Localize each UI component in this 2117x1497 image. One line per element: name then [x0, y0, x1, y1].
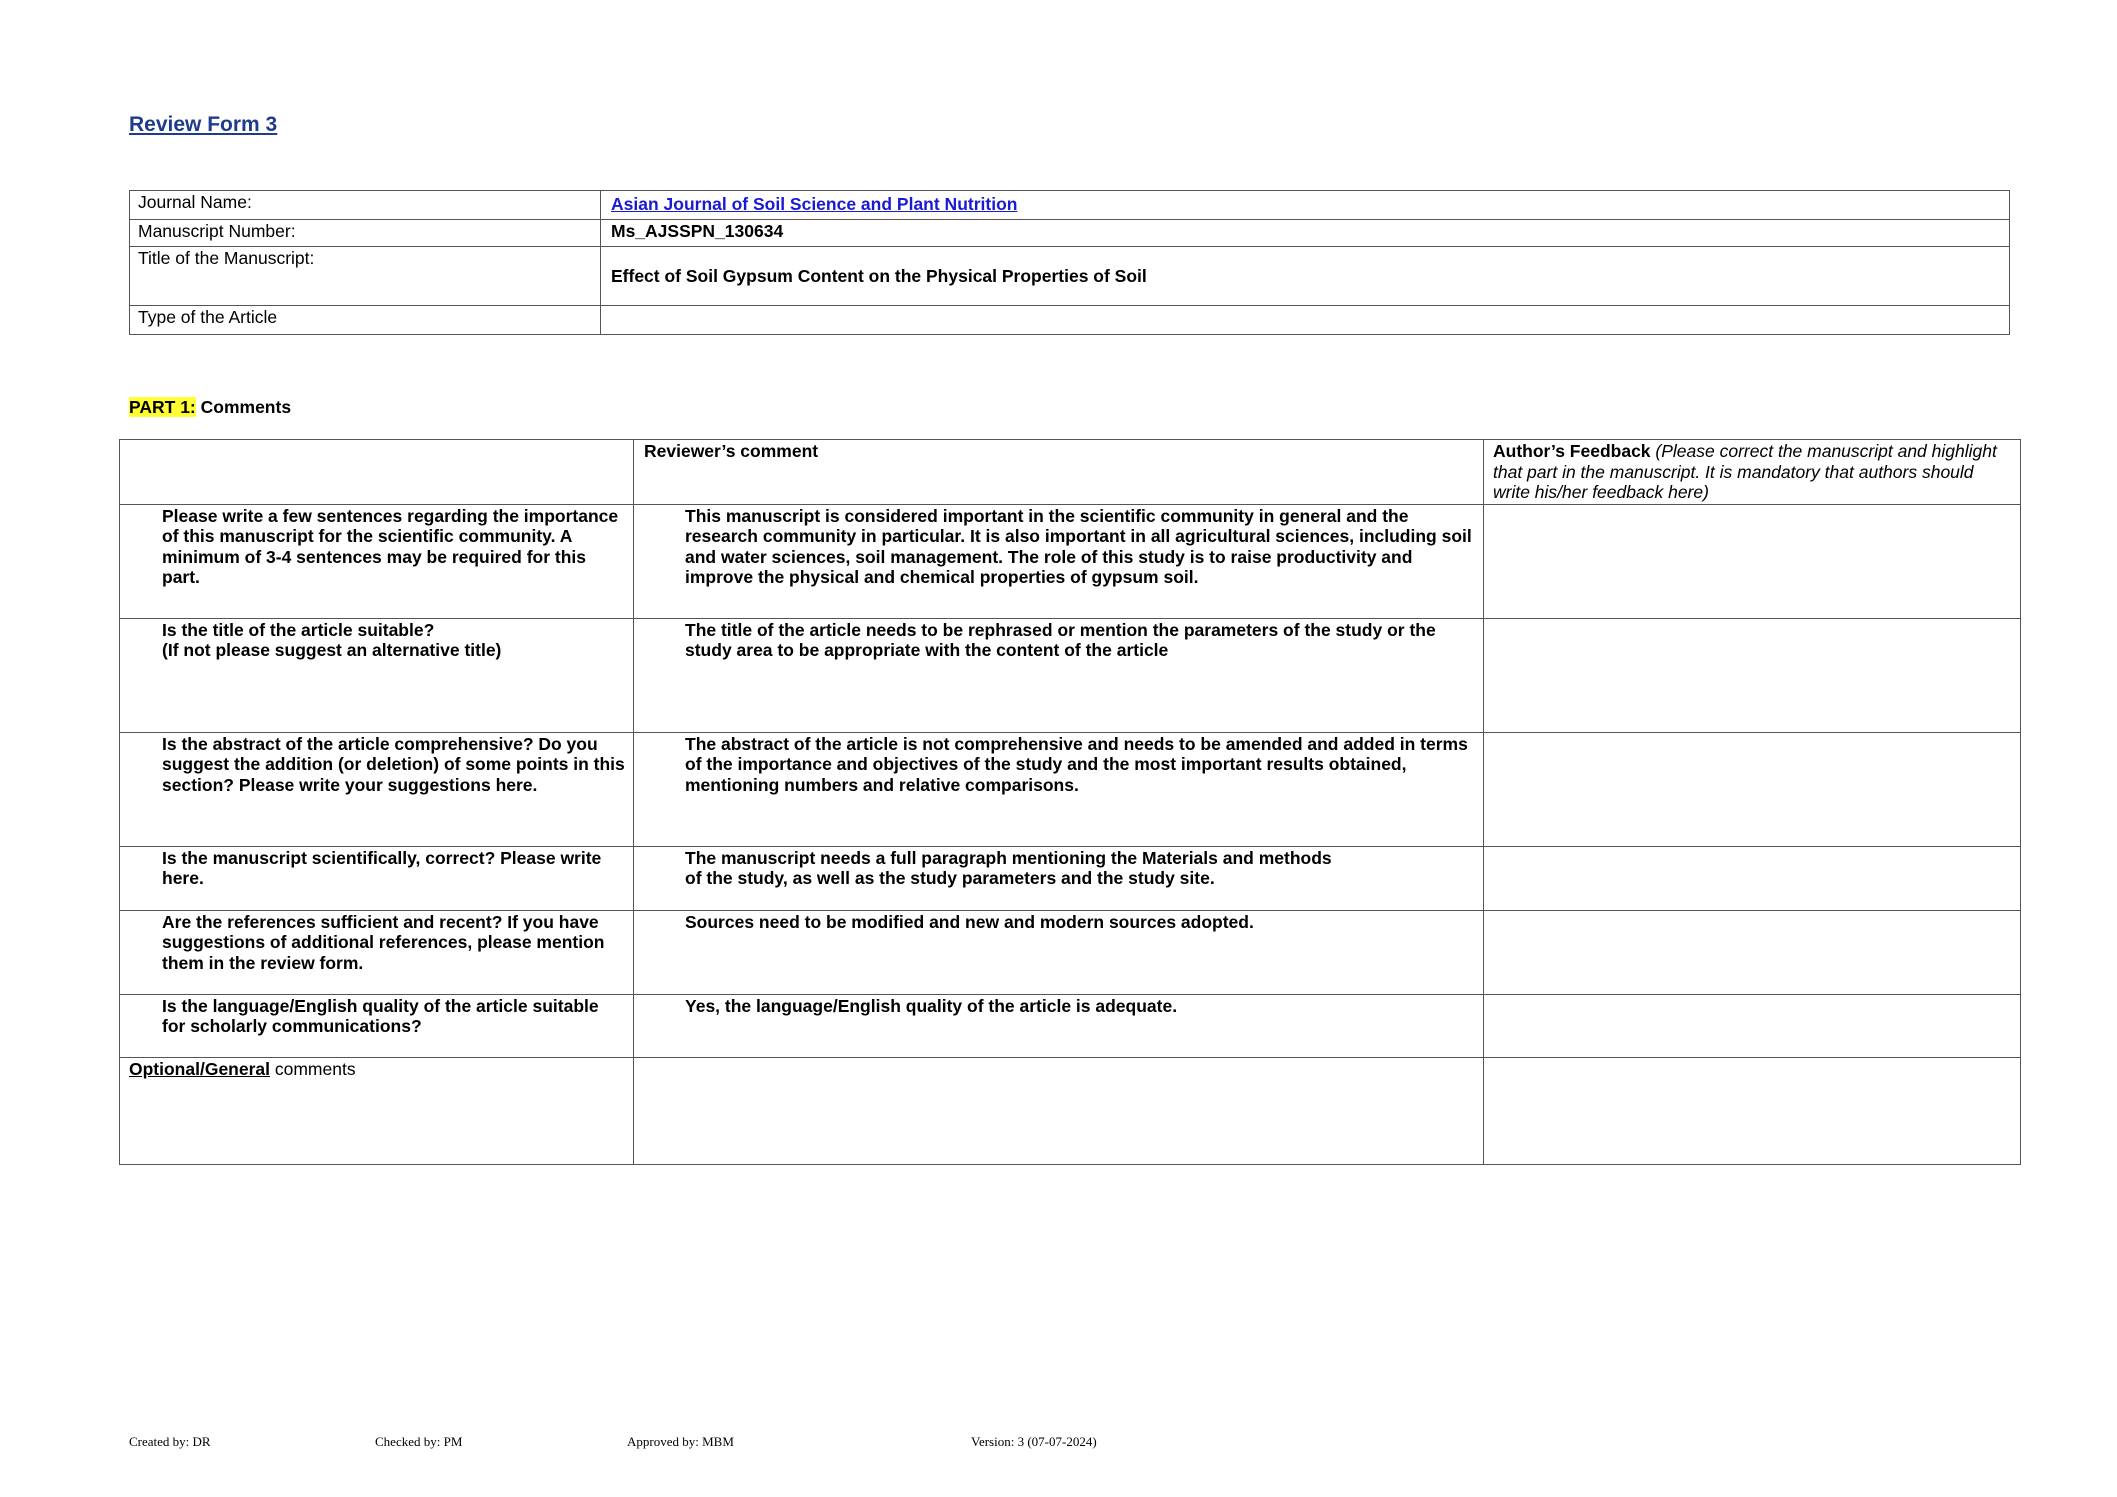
article-type-row — [130, 306, 2010, 335]
feedback-references[interactable] — [1484, 910, 2021, 994]
article-type-value — [601, 306, 2010, 335]
table-row — [120, 504, 2021, 618]
footer-version: Version: 3 (07-07-2024) — [971, 1434, 1097, 1449]
article-type-label: Type of the Article — [130, 306, 601, 335]
footer-created: Created by: DR — [129, 1434, 211, 1449]
manuscript-number-label: Manuscript Number: — [130, 220, 601, 247]
comment-importance: This manuscript is considered important in the scientific community in general and the research community in particular. It is also important in all agricultural sciences, including soil and water sciences, soil management. The role of this study is to raise productivity and improve the physical and chemical properties of gypsum soil. — [634, 504, 1484, 618]
comment-scientific: The manuscript needs a full paragraph mentioning the Materials and methods of the study, as well as the study parameters and the study site. — [634, 846, 1484, 910]
author-feedback-note: (Please correct the manuscript and highlight that part in the manuscript. It is mandatory that authors should write his/her feedback here) — [1493, 441, 1997, 502]
form-title: Review Form 3 — [129, 113, 278, 136]
feedback-title[interactable] — [1484, 618, 2021, 732]
table-row — [120, 846, 2021, 910]
manuscript-title-row — [130, 247, 2010, 306]
question-scientific: Is the manuscript scientifically, correct? Please write here. — [120, 846, 634, 910]
comment-language: Yes, the language/English quality of the article is adequate. — [634, 994, 1484, 1057]
journal-link[interactable]: Asian Journal of Soil Science and Plant Nutrition — [611, 194, 1018, 214]
feedback-scientific[interactable] — [1484, 846, 2021, 910]
manuscript-title-label: Title of the Manuscript: — [130, 247, 601, 306]
part-1-heading — [129, 397, 291, 418]
table-row — [120, 994, 2021, 1057]
footer-checked: Checked by: PM — [375, 1434, 463, 1449]
journal-label: Journal Name: — [130, 191, 601, 220]
author-feedback-header — [1484, 440, 2021, 505]
part-1-text: Comments — [195, 397, 292, 417]
manuscript-title-value: Effect of Soil Gypsum Content on the Physical Properties of Soil — [601, 247, 2010, 306]
optional-comment-cell[interactable] — [634, 1057, 1484, 1164]
part-1-label: PART 1: — [129, 397, 196, 417]
author-feedback-title: Author’s Feedback — [1493, 441, 1651, 461]
journal-value-cell — [601, 191, 2010, 220]
manuscript-info-table — [129, 190, 2010, 335]
question-references: Are the references sufficient and recent? If you have suggestions of additional references, please mention them in the review form. — [120, 910, 634, 994]
journal-row — [130, 191, 2010, 220]
manuscript-number-value: Ms_AJSSPN_130634 — [601, 220, 2010, 247]
footer-approved: Approved by: MBM — [627, 1434, 734, 1449]
header-empty-cell — [120, 440, 634, 505]
reviewer-comment-header: Reviewer’s comment — [634, 440, 1484, 505]
table-row — [120, 618, 2021, 732]
comment-title: The title of the article needs to be rephrased or mention the parameters of the study or the study area to be appropriate with the content of the article — [634, 618, 1484, 732]
optional-feedback-cell[interactable] — [1484, 1057, 2021, 1164]
optional-general-label: Optional/General — [129, 1058, 270, 1079]
question-language: Is the language/English quality of the article suitable for scholarly communications? — [120, 994, 634, 1057]
comments-header-row — [120, 440, 2021, 505]
table-row — [120, 732, 2021, 846]
optional-comments-text: comments — [270, 1058, 356, 1079]
feedback-abstract[interactable] — [1484, 732, 2021, 846]
comment-abstract: The abstract of the article is not comprehensive and needs to be amended and added in terms of the importance and objectives of the study and the most important results obtained, mentioning numbers and relative comparisons. — [634, 732, 1484, 846]
table-row — [120, 910, 2021, 994]
manuscript-number-row — [130, 220, 2010, 247]
comment-references: Sources need to be modified and new and modern sources adopted. — [634, 910, 1484, 994]
optional-comments-row — [120, 1057, 2021, 1164]
question-importance: Please write a few sentences regarding the importance of this manuscript for the scientific community. A minimum of 3-4 sentences may be required for this part. — [120, 504, 634, 618]
question-abstract: Is the abstract of the article comprehensive? Do you suggest the addition (or deletion) of some points in this section? Please write your suggestions here. — [120, 732, 634, 846]
question-title: Is the title of the article suitable? (If not please suggest an alternative title) — [120, 618, 634, 732]
optional-comments-label — [120, 1057, 634, 1164]
feedback-importance[interactable] — [1484, 504, 2021, 618]
feedback-language[interactable] — [1484, 994, 2021, 1057]
comments-table — [119, 439, 2021, 1165]
